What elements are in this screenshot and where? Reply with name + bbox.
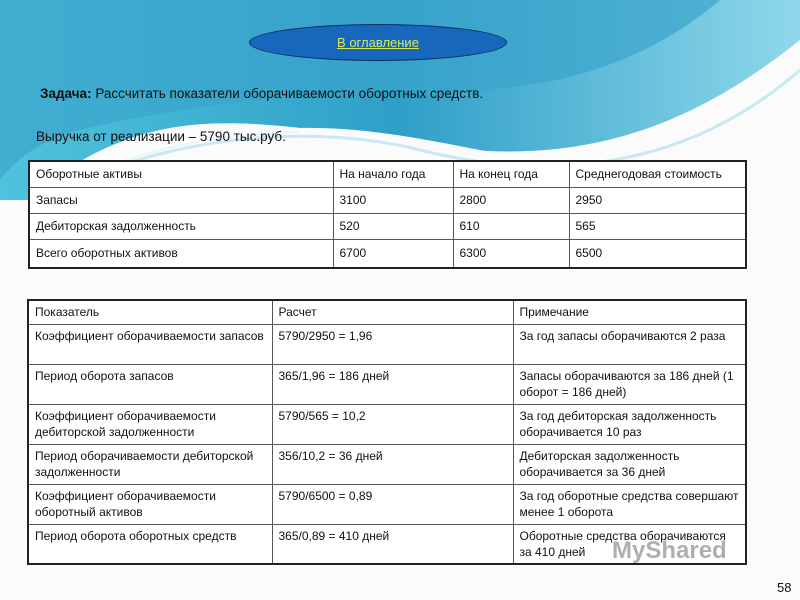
cell: 565 (569, 213, 746, 239)
cell: 610 (453, 213, 569, 239)
header-cell: На конец года (453, 161, 569, 187)
header-cell: На начало года (333, 161, 453, 187)
cell: 520 (333, 213, 453, 239)
table-row (28, 404, 746, 444)
cell: Запасы оборачиваются за 186 дней (1 оборот = 186 дней) (513, 364, 746, 404)
cell: 6700 (333, 239, 453, 268)
task-text: Рассчитать показатели оборачиваемости оборотных средств. (91, 86, 484, 101)
cell: 6300 (453, 239, 569, 268)
cell: 356/10,2 = 36 дней (272, 444, 513, 484)
table-row (29, 187, 746, 213)
header-cell: Показатель (28, 300, 272, 324)
table-row (28, 484, 746, 524)
watermark: MyShared (612, 537, 727, 564)
toc-link-button[interactable]: В оглавление (249, 24, 507, 61)
table-row (29, 239, 746, 268)
cell: 5790/6500 = 0,89 (272, 484, 513, 524)
cell: Период оборота запасов (28, 364, 272, 404)
cell: Коэффициент оборачиваемости оборотный активов (28, 484, 272, 524)
table-header-row (29, 161, 746, 187)
table-row (28, 364, 746, 404)
table-header-row (28, 300, 746, 324)
cell: 3100 (333, 187, 453, 213)
assets-table (28, 160, 747, 269)
cell: 365/1,96 = 186 дней (272, 364, 513, 404)
cell: Запасы (29, 187, 333, 213)
cell: Всего оборотных активов (29, 239, 333, 268)
cell: 5790/565 = 10,2 (272, 404, 513, 444)
cell: 365/0,89 = 410 дней (272, 524, 513, 564)
header-cell: Оборотные активы (29, 161, 333, 187)
cell: Оборотные средства оборачиваются за 410 дней (513, 524, 746, 564)
cell: За год дебиторская задолженность оборачивается 10 раз (513, 404, 746, 444)
cell: Период оборота оборотных средств (28, 524, 272, 564)
table-row (29, 213, 746, 239)
cell: 2950 (569, 187, 746, 213)
header-cell: Расчет (272, 300, 513, 324)
cell: Период оборачиваемости дебиторской задолженности (28, 444, 272, 484)
cell: Дебиторская задолженность (29, 213, 333, 239)
cell: Дебиторская задолженность оборачивается за 36 дней (513, 444, 746, 484)
cell: 5790/2950 = 1,96 (272, 324, 513, 364)
cell: Коэффициент оборачиваемости дебиторской задолженности (28, 404, 272, 444)
page-number: 58 (777, 580, 792, 595)
cell: 6500 (569, 239, 746, 268)
header-cell: Примечание (513, 300, 746, 324)
task-statement (40, 86, 483, 101)
table-row (28, 444, 746, 484)
cell: За год запасы оборачиваются 2 раза (513, 324, 746, 364)
cell: 2800 (453, 187, 569, 213)
table-row (28, 324, 746, 364)
cell: Коэффициент оборачиваемости запасов (28, 324, 272, 364)
ratios-table (27, 299, 747, 565)
header-cell: Среднегодовая стоимость (569, 161, 746, 187)
revenue-text: Выручка от реализации – 5790 тыс.руб. (36, 129, 286, 144)
cell: За год оборотные средства совершают менее 1 оборота (513, 484, 746, 524)
task-label: Задача: (40, 86, 92, 101)
